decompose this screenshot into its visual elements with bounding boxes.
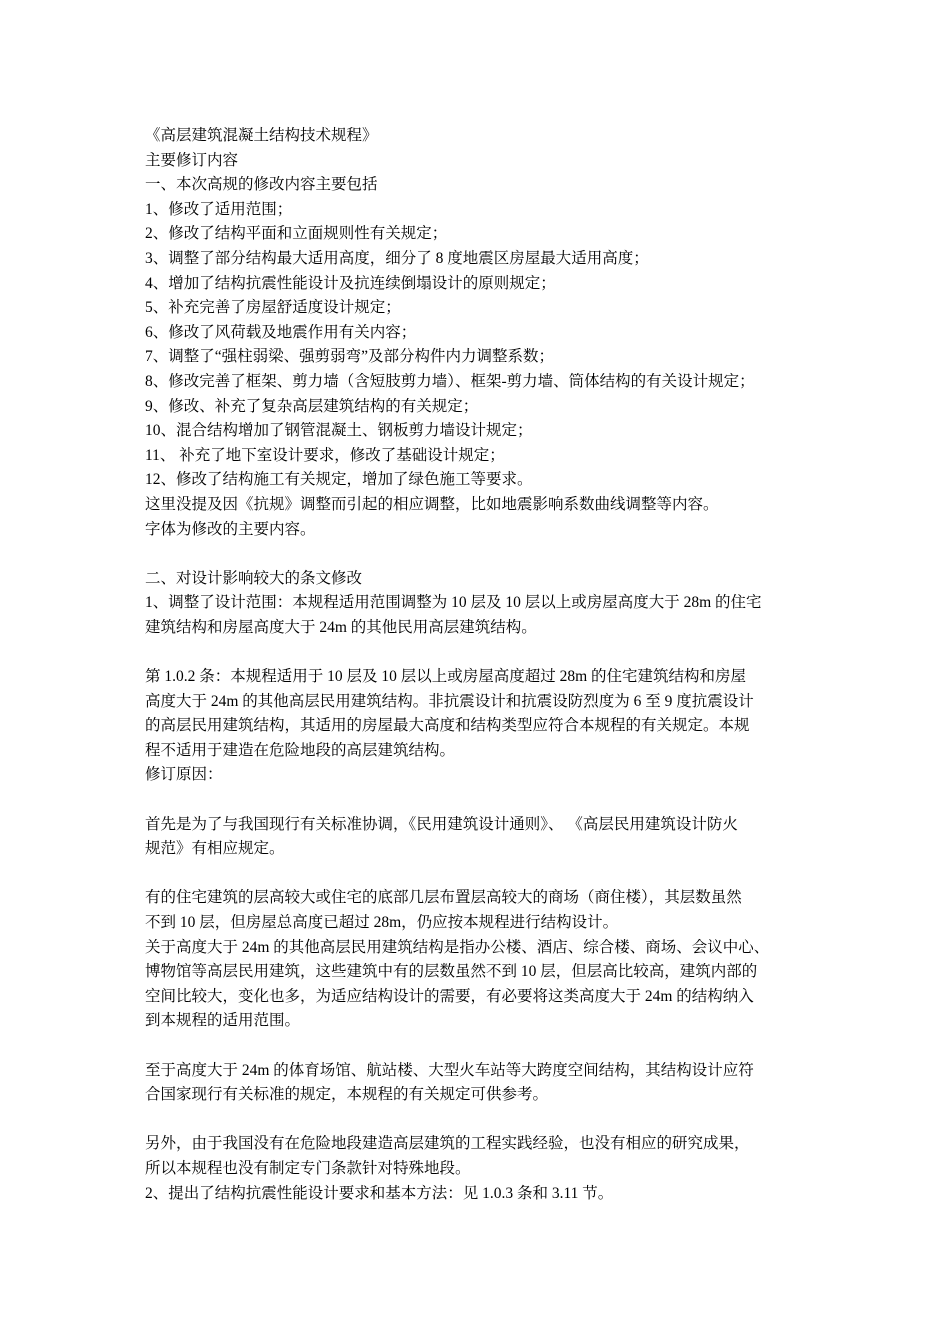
paragraph-line: 这里没提及因《抗规》调整而引起的相应调整，比如地震影响系数曲线调整等内容。: [145, 495, 719, 513]
blank-line: [145, 640, 825, 665]
list-item: 4、增加了结构抗震性能设计及抗连续倒塌设计的原则规定；: [145, 274, 556, 292]
paragraph-line: 建筑结构和房屋高度大于 24m 的其他民用高层建筑结构。: [145, 618, 537, 636]
paragraph-line: 修订原因：: [145, 766, 223, 784]
list-item: 2、修改了结构平面和立面规则性有关规定；: [145, 225, 448, 243]
paragraph-line: 到本规程的适用范围。: [145, 1012, 301, 1030]
section-heading: 一、本次高规的修改内容主要包括: [145, 176, 378, 194]
paragraph-line: 有的住宅建筑的层高较大或住宅的底部几层布置层高较大的商场（商住楼），其层数虽然: [145, 889, 742, 907]
section-heading: 二、对设计影响较大的条文修改: [145, 569, 363, 587]
paragraph-line: 的高层民用建筑结构，其适用的房屋最大高度和结构类型应符合本规程的有关规定。本规: [145, 717, 750, 735]
paragraph-line: 至于高度大于 24m 的体育场馆、航站楼、大型火车站等大跨度空间结构，其结构设计应符: [145, 1061, 754, 1079]
blank-line: [145, 862, 825, 887]
list-item: 10、混合结构增加了钢管混凝土、钢板剪力墙设计规定；: [145, 422, 533, 440]
paragraph-line: 1、调整了设计范围：本规程适用范围调整为 10 层及 10 层以上或房屋高度大于 28m 的住宅: [145, 594, 762, 612]
document-body: [145, 124, 825, 1206]
blank-line: [145, 1034, 825, 1059]
blank-line: [145, 542, 825, 567]
paragraph-line: 高度大于 24m 的其他高层民用建筑结构。非抗震设计和抗震设防烈度为 6 至 9 度抗震设计: [145, 692, 754, 710]
list-item: 9、修改、补充了复杂高层建筑结构的有关规定；: [145, 397, 479, 415]
paragraph-line: 第 1.0.2 条：本规程适用于 10 层及 10 层以上或房屋高度超过 28m 的住宅建筑结构和房屋: [145, 668, 747, 686]
list-item: 7、调整了“强柱弱梁、强剪弱弯”及部分构件内力调整系数；: [145, 348, 555, 366]
list-item: 1、修改了适用范围；: [145, 200, 293, 218]
blank-line: [145, 1108, 825, 1133]
paragraph-line: 空间比较大，变化也多，为适应结构设计的需要，有必要将这类高度大于 24m 的结构纳入: [145, 987, 754, 1005]
paragraph-line: 规范》有相应规定。: [145, 840, 285, 858]
list-item: 3、调整了部分结构最大适用高度，细分了 8 度地震区房屋最大适用高度；: [145, 249, 649, 267]
list-item: 5、补充完善了房屋舒适度设计规定；: [145, 299, 401, 317]
paragraph-line: 程不适用于建造在危险地段的高层建筑结构。: [145, 741, 456, 759]
blank-line: [145, 788, 825, 813]
list-item: 11、 补充了地下室设计要求，修改了基础设计规定；: [145, 446, 505, 464]
list-item: 6、修改了风荷载及地震作用有关内容；: [145, 323, 417, 341]
paragraph-line: 另外，由于我国没有在危险地段建造高层建筑的工程实践经验，也没有相应的研究成果，: [145, 1135, 750, 1153]
paragraph-line: 不到 10 层，但房屋总高度已超过 28m，仍应按本规程进行结构设计。: [145, 914, 619, 931]
paragraph-line: 首先是为了与我国现行有关标准协调，《民用建筑设计通则》、 《高层民用建筑设计防火: [145, 815, 738, 833]
list-item: 2、提出了结构抗震性能设计要求和基本方法：见 1.0.3 条和 3.11 节。: [145, 1184, 614, 1202]
paragraph-line: 字体为修改的主要内容。: [145, 520, 316, 538]
paragraph-line: 博物馆等高层民用建筑，这些建筑中有的层数虽然不到 10 层，但层高比较高，建筑内部的: [145, 963, 758, 981]
document-title: 《高层建筑混凝土结构技术规程》: [145, 127, 378, 144]
list-item: 12、修改了结构施工有关规定，增加了绿色施工等要求。: [145, 471, 533, 489]
section-heading: 主要修订内容: [145, 151, 239, 169]
paragraph-line: 合国家现行有关标准的规定，本规程的有关规定可供参考。: [145, 1086, 549, 1104]
list-item: 8、修改完善了框架、剪力墙（含短肢剪力墙）、框架-剪力墙、筒体结构的有关设计规定；: [145, 372, 755, 390]
paragraph-line: 所以本规程也没有制定专门条款针对特殊地段。: [145, 1159, 471, 1177]
paragraph-line: 关于高度大于 24m 的其他高层民用建筑结构是指办公楼、酒店、综合楼、商场、会议中心、: [145, 938, 770, 956]
